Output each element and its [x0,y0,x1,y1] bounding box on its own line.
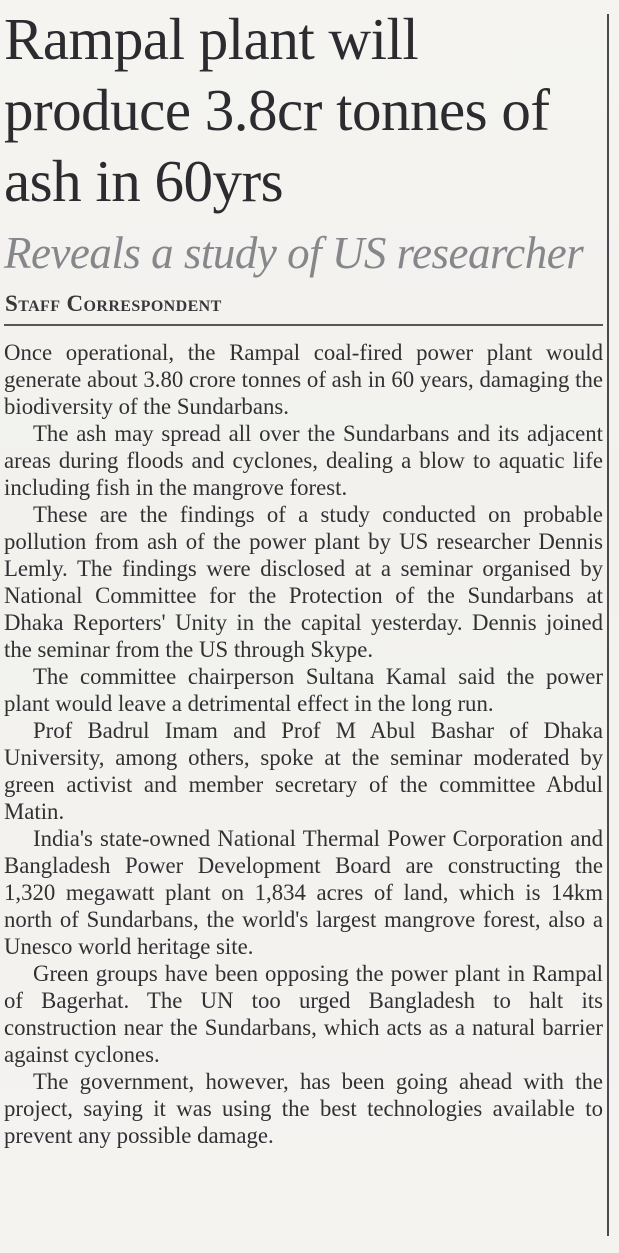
article-paragraph: Green groups have been opposing the power plant in Rampal of Bagerhat. The UN too urged Bangladesh to halt its construction near the Sundarbans, which acts as a natural barrier against cyclones. [4,960,603,1067]
article-paragraph: The government, however, has been going ahead with the project, saying it was using the best technologies available to prevent any possible damage. [4,1068,603,1148]
article-body [4,339,603,1149]
article-paragraph: The ash may spread all over the Sundarbans and its adjacent areas during floods and cyclones, dealing a blow to aquatic life including fish in the mangrove forest. [4,420,603,500]
article-byline: Staff Correspondent [5,290,222,316]
article-paragraph: India's state-owned National Thermal Power Corporation and Bangladesh Power Development Board are constructing the 1,320 megawatt plant on 1,834 acres of land, which is 14km north of Sundarbans, the world's largest mangrove forest, also a Unesco world heritage site. [4,825,603,959]
article-subheadline: Reveals a study of US researcher [4,228,584,279]
article-paragraph: The committee chairperson Sultana Kamal said the power plant would leave a detrimental effect in the long run. [4,663,603,716]
article-paragraph: Prof Badrul Imam and Prof M Abul Bashar of Dhaka University, among others, spoke at the seminar moderated by green activist and member secretary of the committee Abdul Matin. [4,717,603,824]
byline-divider [4,324,603,326]
article-headline: Rampal plant will produce 3.8cr tonnes of ash in 60yrs [4,6,550,214]
column-divider-line [607,14,609,1236]
article-paragraph: These are the findings of a study conducted on probable pollution from ash of the power plant by US researcher Dennis Lemly. The findings were disclosed at a seminar organised by National Committee for the Protection of the Sundarbans at Dhaka Reporters' Unity in the capital yesterday. Dennis joined the seminar from the US through Skype. [4,501,603,662]
article-paragraph: Once operational, the Rampal coal-fired power plant would generate about 3.80 crore tonnes of ash in 60 years, damaging the biodiversity of the Sundarbans. [4,339,603,419]
news-article [4,0,603,1149]
